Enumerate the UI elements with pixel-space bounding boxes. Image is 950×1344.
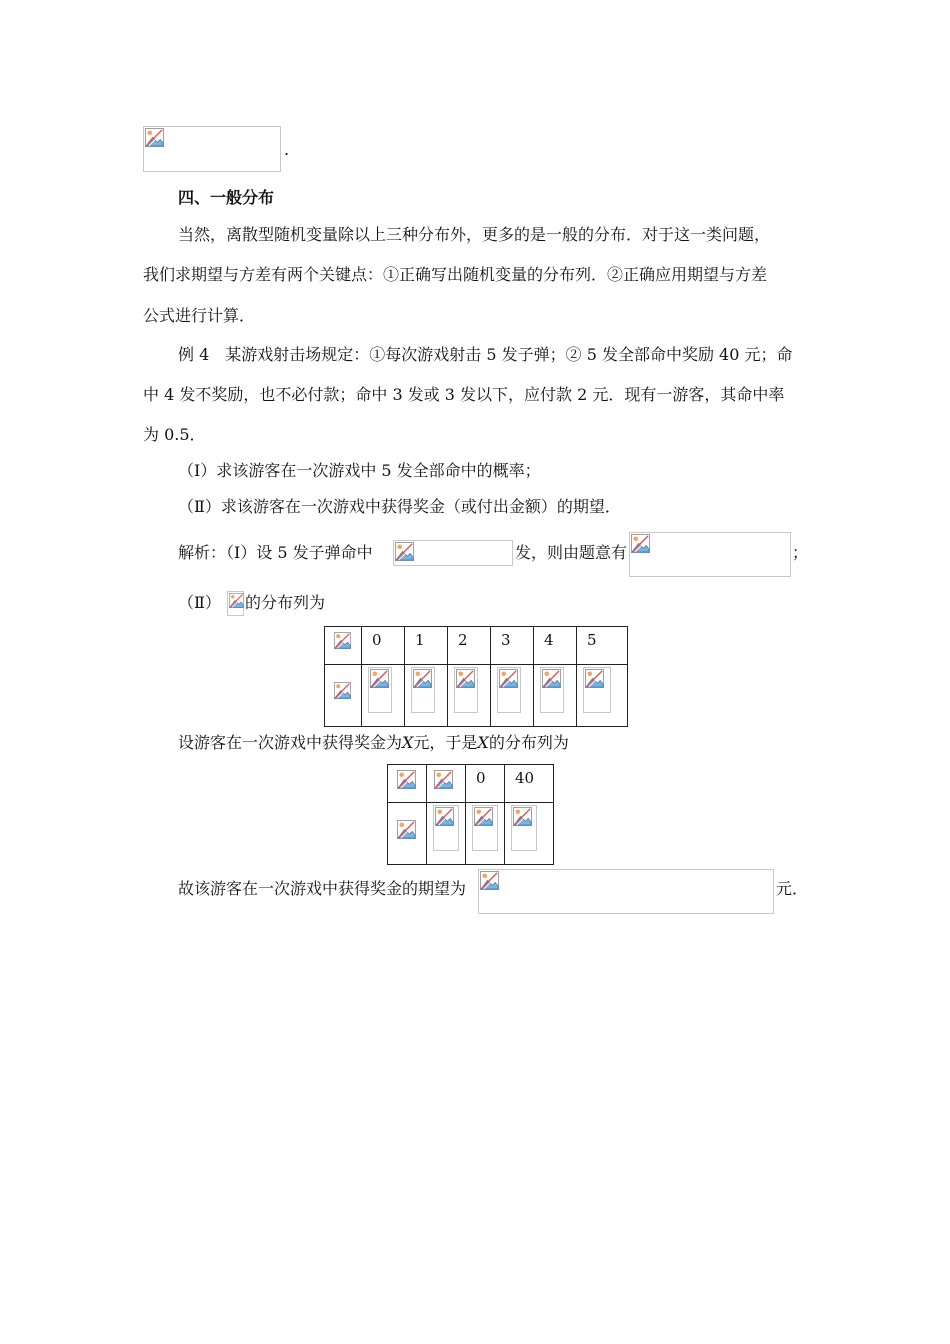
table-cell <box>427 765 466 803</box>
table-cell <box>405 665 448 727</box>
formula-image <box>433 769 457 793</box>
table-header-cell <box>325 627 362 665</box>
text-segment: 设游客在一次游戏中获得奖金为 <box>178 733 403 752</box>
formula-image <box>333 681 351 703</box>
solution-text <box>178 733 569 753</box>
formula-image <box>433 805 459 851</box>
broken-image-icon <box>413 669 432 688</box>
table-header-cell <box>325 665 362 727</box>
broken-image-icon <box>145 128 164 147</box>
table-cell: 40 <box>505 765 554 803</box>
table-cell <box>491 665 534 727</box>
period-text: . <box>284 140 290 159</box>
formula-image <box>333 631 351 655</box>
broken-image-icon <box>474 807 493 826</box>
broken-image-icon <box>395 542 414 561</box>
broken-image-icon <box>499 669 518 688</box>
question-2: （Ⅱ）求该游客在一次游戏中获得奖金（或付出金额）的期望． <box>178 497 621 516</box>
broken-image-icon <box>480 871 499 890</box>
broken-image-icon <box>435 807 454 826</box>
table-cell: 1 <box>405 627 448 665</box>
formula-image-top <box>143 126 281 172</box>
formula-image <box>497 667 521 713</box>
section-heading: 四、一般分布 <box>178 188 275 207</box>
table-cell: 5 <box>577 627 628 665</box>
formula-image <box>396 819 416 841</box>
broken-image-icon <box>229 593 244 608</box>
formula-image <box>478 869 774 914</box>
distribution-table-x <box>387 764 554 865</box>
paragraph-line: 我们求期望与方差有两个关键点：①正确写出随机变量的分布列．②正确应用期望与方差 <box>143 265 768 284</box>
broken-image-icon <box>397 820 416 839</box>
broken-image-icon <box>434 770 453 789</box>
table-cell: 4 <box>534 627 577 665</box>
example-line: 例 4 某游戏射击场规定：①每次游戏射击 5 发子弹；② 5 发全部命中奖励 40 元；命 <box>178 345 793 364</box>
formula-image <box>583 667 611 713</box>
solution-text: 的分布列为 <box>245 593 326 612</box>
table-cell <box>362 665 405 727</box>
table-cell <box>448 665 491 727</box>
broken-image-icon <box>631 534 650 553</box>
table-cell: 2 <box>448 627 491 665</box>
solution-text: ； <box>792 543 809 562</box>
broken-image-icon <box>334 682 351 699</box>
broken-image-icon <box>513 807 532 826</box>
distribution-table-xi <box>324 626 628 727</box>
text-segment: 的分布列为 <box>488 733 569 752</box>
formula-image <box>227 591 244 616</box>
broken-image-icon <box>542 669 561 688</box>
broken-image-icon <box>334 632 351 649</box>
formula-image <box>454 667 478 713</box>
table-header-cell <box>388 803 427 865</box>
table-cell <box>466 803 505 865</box>
table-cell <box>427 803 466 865</box>
question-1: （Ⅰ）求该游客在一次游戏中 5 发全部命中的概率； <box>178 461 541 480</box>
broken-image-icon <box>456 669 475 688</box>
broken-image-icon <box>397 770 416 789</box>
table-cell: 0 <box>362 627 405 665</box>
table-cell: 3 <box>491 627 534 665</box>
formula-image <box>540 667 564 713</box>
solution-text: （Ⅱ） <box>178 593 221 612</box>
solution-text: 发，则由题意有 <box>515 543 628 562</box>
formula-image <box>629 532 791 577</box>
solution-text: 解析：（Ⅰ）设 5 发子弹命中 <box>178 543 373 562</box>
formula-image <box>472 805 498 851</box>
formula-image <box>368 667 392 713</box>
formula-image <box>393 540 513 566</box>
broken-image-icon <box>585 669 604 688</box>
text-segment: 元，于是 <box>413 733 478 752</box>
paragraph-line: 当然，离散型随机变量除以上三种分布外，更多的是一般的分布．对于这一类问题， <box>178 225 771 244</box>
formula-image <box>396 769 418 793</box>
table-cell <box>505 803 554 865</box>
solution-text: 元． <box>776 879 809 898</box>
example-line: 为 0.5． <box>143 425 206 444</box>
formula-image <box>511 805 537 851</box>
variable-x: X <box>477 733 489 752</box>
table-cell <box>534 665 577 727</box>
formula-image <box>411 667 435 713</box>
table-header-cell <box>388 765 427 803</box>
variable-x: X <box>402 733 414 752</box>
table-cell <box>577 665 628 727</box>
broken-image-icon <box>370 669 389 688</box>
solution-text: 故该游客在一次游戏中获得奖金的期望为 <box>178 879 467 898</box>
paragraph-line: 公式进行计算． <box>143 306 256 325</box>
example-line: 中 4 发不奖励，也不必付款；命中 3 发或 3 发以下，应付款 2 元．现有一游客，其命中率 <box>143 385 785 404</box>
table-cell: 0 <box>466 765 505 803</box>
